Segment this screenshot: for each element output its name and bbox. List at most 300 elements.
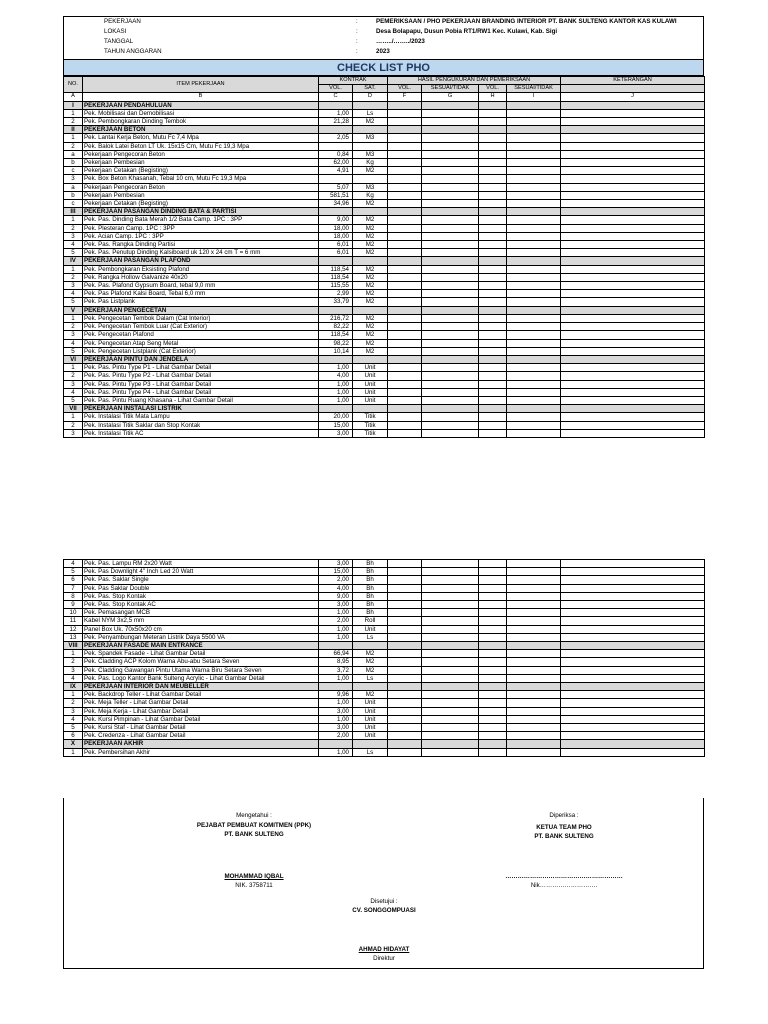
- cell-keterangan: [561, 323, 705, 331]
- cell-no: VII: [64, 405, 83, 413]
- left-role: PEJABAT PEMBUAT KOMITMEN (PPK): [196, 822, 312, 829]
- cell-no: 1: [64, 413, 83, 421]
- cell-hasil-vol: [388, 372, 422, 380]
- cell-hasil-sesuai: [507, 109, 561, 117]
- checklist-table-page1: [63, 76, 704, 438]
- cell-hasil-vol: [479, 560, 507, 568]
- cell-hasil-sesuai: [507, 208, 561, 216]
- cell-no: 10: [64, 609, 83, 617]
- cell-no: IV: [64, 257, 83, 265]
- cell-hasil-vol: [388, 323, 422, 331]
- table-row: [64, 290, 705, 298]
- cell-hasil-vol: [479, 142, 507, 150]
- cell-hasil-sesuai: [422, 748, 479, 756]
- cell-hasil-sesuai: [507, 150, 561, 158]
- cell-item: Pek. Pas. Pintu Type P1 - Lihat Gambar Detail: [83, 364, 319, 372]
- cell-keterangan: [561, 732, 705, 740]
- cell-hasil-vol: [479, 421, 507, 429]
- cell-keterangan: [561, 167, 705, 175]
- cell-item: Pekerjaan Cetakan (Begisting): [83, 200, 319, 208]
- cell-hasil-sesuai: [507, 355, 561, 363]
- signature-block: [63, 798, 704, 969]
- cell-keterangan: [561, 265, 705, 273]
- cell-no: 3: [64, 666, 83, 674]
- section-row: [64, 355, 705, 363]
- cell-hasil-vol: [388, 584, 422, 592]
- cell-hasil-vol: [388, 642, 422, 650]
- cell-no: 7: [64, 584, 83, 592]
- cell-keterangan: [561, 691, 705, 699]
- cell-sat: Bh: [353, 560, 388, 568]
- cell-hasil-sesuai: [507, 183, 561, 191]
- cell-hasil-vol: [479, 265, 507, 273]
- cell-hasil-sesuai: [507, 306, 561, 314]
- table-row: [64, 339, 705, 347]
- cell-item: Pek. Instalasi Titik Saklar dan Stop Kontak: [83, 421, 319, 429]
- cell-hasil-vol: [479, 658, 507, 666]
- cell-hasil-vol: [479, 355, 507, 363]
- cell-hasil-sesuai: [507, 396, 561, 404]
- cell-sat: M2: [353, 282, 388, 290]
- cell-keterangan: [561, 609, 705, 617]
- cell-hasil-sesuai: [422, 633, 479, 641]
- cell-hasil-sesuai: [507, 642, 561, 650]
- info-value: PEMERIKSAAN / PHO PEKERJAAN BRANDING INTERIOR PT. BANK SULTENG KANTOR KAS KULAWI: [376, 18, 677, 25]
- cell-hasil-vol: [479, 216, 507, 224]
- cell-hasil-vol: [388, 650, 422, 658]
- table-row: [64, 273, 705, 281]
- cell-hasil-sesuai: [422, 666, 479, 674]
- cell-no: 4: [64, 290, 83, 298]
- mid-title: Direktur: [373, 955, 395, 962]
- cell-hasil-vol: [479, 224, 507, 232]
- cell-hasil-sesuai: [507, 323, 561, 331]
- cell-hasil-sesuai: [507, 650, 561, 658]
- cell-vol: [319, 405, 353, 413]
- cell-sat: Unit: [353, 396, 388, 404]
- info-colon: :: [356, 28, 358, 35]
- right-org: PT. BANK SULTENG: [534, 833, 594, 840]
- cell-sat: [353, 740, 388, 748]
- cell-hasil-vol: [388, 380, 422, 388]
- cell-sat: M2: [353, 118, 388, 126]
- cell-keterangan: [561, 633, 705, 641]
- cell-no: 2: [64, 273, 83, 281]
- cell-hasil-vol: [479, 241, 507, 249]
- cell-no: 4: [64, 388, 83, 396]
- cell-hasil-sesuai: [422, 241, 479, 249]
- table-row: [64, 265, 705, 273]
- col-header-hasil: HASIL PENGUKURAN DAN PEMERIKSAAN: [388, 77, 561, 85]
- cell-vol: [319, 683, 353, 691]
- cell-hasil-vol: [388, 290, 422, 298]
- table-row: [64, 413, 705, 421]
- col-header-vol: VOL.: [319, 85, 353, 93]
- cell-vol: [319, 355, 353, 363]
- cell-vol: 1,00: [319, 748, 353, 756]
- col-header-vol: VOL.: [479, 85, 507, 93]
- cell-hasil-sesuai: [507, 249, 561, 257]
- table-row: [64, 707, 705, 715]
- cell-hasil-vol: [479, 175, 507, 183]
- cell-no: 3: [64, 707, 83, 715]
- cell-item: Pek. Pas Listplank: [83, 298, 319, 306]
- cell-no: 5: [64, 568, 83, 576]
- cell-hasil-sesuai: [507, 159, 561, 167]
- table-row: [64, 232, 705, 240]
- cell-keterangan: [561, 118, 705, 126]
- cell-vol: 1,00: [319, 674, 353, 682]
- cell-keterangan: [561, 282, 705, 290]
- cell-hasil-sesuai: [507, 691, 561, 699]
- cell-no: 5: [64, 724, 83, 732]
- cell-sat: [353, 405, 388, 413]
- left-name: MOHAMMAD IQBAL: [224, 873, 284, 880]
- cell-sat: [353, 142, 388, 150]
- cell-hasil-sesuai: [507, 748, 561, 756]
- cell-no: 3: [64, 282, 83, 290]
- cell-hasil-sesuai: [507, 740, 561, 748]
- cell-keterangan: [561, 109, 705, 117]
- table-row: [64, 134, 705, 142]
- table-row: [64, 241, 705, 249]
- cell-no: 1: [64, 134, 83, 142]
- cell-hasil-vol: [479, 584, 507, 592]
- section-row: [64, 405, 705, 413]
- cell-vol: 2,00: [319, 617, 353, 625]
- cell-hasil-sesuai: [507, 200, 561, 208]
- cell-hasil-vol: [479, 740, 507, 748]
- cell-hasil-sesuai: [422, 257, 479, 265]
- cell-vol: 3,00: [319, 560, 353, 568]
- cell-sat: Unit: [353, 715, 388, 723]
- cell-hasil-vol: [388, 666, 422, 674]
- cell-no: 3: [64, 232, 83, 240]
- cell-hasil-vol: [388, 273, 422, 281]
- cell-hasil-vol: [479, 282, 507, 290]
- cell-hasil-vol: [479, 601, 507, 609]
- cell-hasil-vol: [479, 592, 507, 600]
- cell-no: 2: [64, 372, 83, 380]
- cell-hasil-sesuai: [422, 380, 479, 388]
- cell-hasil-vol: [479, 699, 507, 707]
- cell-hasil-sesuai: [507, 314, 561, 322]
- cell-item: Pekerjaan Pengecoran Beton: [83, 150, 319, 158]
- cell-sat: M2: [353, 650, 388, 658]
- cell-sat: M2: [353, 339, 388, 347]
- cell-keterangan: [561, 576, 705, 584]
- checklist-table-page2: [63, 559, 704, 757]
- cell-hasil-vol: [479, 405, 507, 413]
- cell-hasil-sesuai: [507, 232, 561, 240]
- cell-vol: 1,00: [319, 396, 353, 404]
- cell-item: Pek. Balok Latei Beton LT Uk. 15x15 Cm, Mutu Fc 19,3 Mpa: [83, 142, 319, 150]
- cell-vol: 2,05: [319, 134, 353, 142]
- cell-keterangan: [561, 134, 705, 142]
- mid-caption: Disetujui :: [370, 898, 398, 905]
- cell-hasil-sesuai: [422, 364, 479, 372]
- cell-item: Pek. Box Beton Khasanah, Tebal 10 cm, Mutu Fc 19,3 Mpa: [83, 175, 319, 183]
- cell-keterangan: [561, 372, 705, 380]
- cell-hasil-vol: [388, 364, 422, 372]
- cell-keterangan: [561, 642, 705, 650]
- cell-sat: M2: [353, 265, 388, 273]
- cell-hasil-vol: [479, 609, 507, 617]
- cell-no: 2: [64, 118, 83, 126]
- cell-hasil-vol: [479, 364, 507, 372]
- cell-hasil-sesuai: [422, 249, 479, 257]
- cell-item: PEKERJAAN AKHIR: [83, 740, 319, 748]
- cell-vol: [319, 257, 353, 265]
- cell-hasil-sesuai: [507, 298, 561, 306]
- cell-no: b: [64, 159, 83, 167]
- cell-hasil-vol: [388, 560, 422, 568]
- cell-vol: 15,00: [319, 421, 353, 429]
- cell-sat: M2: [353, 347, 388, 355]
- cell-hasil-sesuai: [422, 642, 479, 650]
- cell-item: PEKERJAAN INTERIOR DAN MEUBELLER: [83, 683, 319, 691]
- cell-item: Pekerjaan Cetakan (Begisting): [83, 167, 319, 175]
- table-row: [64, 200, 705, 208]
- cell-no: I: [64, 101, 83, 109]
- cell-hasil-sesuai: [507, 592, 561, 600]
- cell-sat: M2: [353, 200, 388, 208]
- cell-sat: Bh: [353, 576, 388, 584]
- cell-keterangan: [561, 560, 705, 568]
- cell-hasil-vol: [479, 167, 507, 175]
- cell-keterangan: [561, 298, 705, 306]
- cell-keterangan: [561, 601, 705, 609]
- cell-hasil-sesuai: [507, 715, 561, 723]
- cell-hasil-sesuai: [422, 232, 479, 240]
- cell-vol: 2,99: [319, 290, 353, 298]
- cell-no: 5: [64, 396, 83, 404]
- cell-hasil-sesuai: [422, 175, 479, 183]
- col-letter: H: [479, 93, 507, 101]
- cell-hasil-vol: [479, 691, 507, 699]
- table-row: [64, 191, 705, 199]
- cell-hasil-sesuai: [422, 314, 479, 322]
- cell-hasil-sesuai: [507, 364, 561, 372]
- cell-hasil-sesuai: [507, 380, 561, 388]
- project-info: [63, 16, 704, 59]
- cell-sat: Bh: [353, 592, 388, 600]
- cell-no: 1: [64, 265, 83, 273]
- table-row: [64, 323, 705, 331]
- cell-hasil-sesuai: [422, 216, 479, 224]
- cell-sat: M2: [353, 666, 388, 674]
- cell-sat: Unit: [353, 732, 388, 740]
- cell-hasil-vol: [479, 715, 507, 723]
- table-row: [64, 576, 705, 584]
- cell-hasil-sesuai: [422, 159, 479, 167]
- right-role: KETUA TEAM PHO: [536, 824, 592, 831]
- cell-hasil-sesuai: [507, 142, 561, 150]
- cell-item: Pek. Instalasi Titik AC: [83, 429, 319, 437]
- table-row: [64, 142, 705, 150]
- cell-keterangan: [561, 241, 705, 249]
- cell-vol: 581,51: [319, 191, 353, 199]
- cell-keterangan: [561, 339, 705, 347]
- cell-hasil-sesuai: [422, 134, 479, 142]
- table-row: [64, 159, 705, 167]
- cell-hasil-vol: [479, 633, 507, 641]
- cell-hasil-vol: [388, 191, 422, 199]
- cell-vol: 0,84: [319, 150, 353, 158]
- cell-no: 1: [64, 650, 83, 658]
- cell-hasil-sesuai: [507, 273, 561, 281]
- col-header-no: NO.: [64, 77, 83, 93]
- cell-keterangan: [561, 748, 705, 756]
- cell-sat: M2: [353, 249, 388, 257]
- table-row: [64, 380, 705, 388]
- table-row: [64, 724, 705, 732]
- cell-hasil-sesuai: [507, 134, 561, 142]
- cell-keterangan: [561, 413, 705, 421]
- cell-sat: [353, 683, 388, 691]
- cell-vol: 4,91: [319, 167, 353, 175]
- cell-hasil-vol: [388, 109, 422, 117]
- cell-hasil-sesuai: [422, 405, 479, 413]
- cell-hasil-vol: [479, 183, 507, 191]
- cell-no: VI: [64, 355, 83, 363]
- mid-name: AHMAD HIDAYAT: [358, 946, 410, 953]
- cell-hasil-vol: [388, 413, 422, 421]
- cell-item: Pek. Pas. Pintu Type P4 - Lihat Gambar Detail: [83, 388, 319, 396]
- cell-hasil-vol: [479, 306, 507, 314]
- table-row: [64, 421, 705, 429]
- cell-hasil-vol: [388, 683, 422, 691]
- cell-hasil-sesuai: [422, 372, 479, 380]
- cell-no: VIII: [64, 642, 83, 650]
- cell-item: Pek. Pengecetan Listplank (Cat Exterior): [83, 347, 319, 355]
- cell-no: 1: [64, 691, 83, 699]
- cell-vol: 6,01: [319, 249, 353, 257]
- cell-keterangan: [561, 306, 705, 314]
- cell-vol: 3,00: [319, 724, 353, 732]
- cell-hasil-sesuai: [507, 282, 561, 290]
- table-row: [64, 658, 705, 666]
- cell-item: Pek. Pembongkaran Eksisting Plafond: [83, 265, 319, 273]
- left-org: PT. BANK SULTENG: [224, 831, 284, 838]
- section-row: [64, 208, 705, 216]
- table-row: [64, 167, 705, 175]
- cell-vol: 3,00: [319, 429, 353, 437]
- cell-sat: M2: [353, 241, 388, 249]
- cell-sat: Ls: [353, 633, 388, 641]
- cell-hasil-vol: [388, 699, 422, 707]
- cell-keterangan: [561, 257, 705, 265]
- cell-hasil-sesuai: [507, 617, 561, 625]
- cell-item: Pek. Pas Saklar Double: [83, 584, 319, 592]
- cell-hasil-sesuai: [422, 183, 479, 191]
- cell-hasil-sesuai: [422, 200, 479, 208]
- cell-hasil-vol: [388, 347, 422, 355]
- cell-hasil-sesuai: [507, 257, 561, 265]
- cell-hasil-sesuai: [422, 396, 479, 404]
- cell-hasil-vol: [479, 707, 507, 715]
- cell-vol: 66,94: [319, 650, 353, 658]
- cell-item: Pek. Pas. Dinding Bata Merah 1/2 Bata Camp. 1PC : 3PP: [83, 216, 319, 224]
- cell-keterangan: [561, 380, 705, 388]
- cell-sat: Unit: [353, 364, 388, 372]
- cell-keterangan: [561, 388, 705, 396]
- cell-item: Pek. Backdrop Teller - Lihat Gambar Detail: [83, 691, 319, 699]
- cell-keterangan: [561, 421, 705, 429]
- right-nik: Nik……………………….: [530, 882, 598, 889]
- cell-hasil-sesuai: [507, 724, 561, 732]
- cell-vol: 34,96: [319, 200, 353, 208]
- cell-no: a: [64, 150, 83, 158]
- cell-no: c: [64, 167, 83, 175]
- cell-hasil-vol: [388, 126, 422, 134]
- cell-hasil-vol: [388, 355, 422, 363]
- table-row: [64, 216, 705, 224]
- cell-hasil-vol: [388, 224, 422, 232]
- cell-no: 8: [64, 592, 83, 600]
- cell-hasil-sesuai: [422, 732, 479, 740]
- cell-sat: Unit: [353, 388, 388, 396]
- cell-keterangan: [561, 699, 705, 707]
- cell-hasil-sesuai: [507, 674, 561, 682]
- cell-hasil-sesuai: [422, 347, 479, 355]
- cell-no: 2: [64, 421, 83, 429]
- cell-item: Pek. Plesteran Camp. 1PC : 3PP: [83, 224, 319, 232]
- cell-hasil-sesuai: [507, 101, 561, 109]
- cell-hasil-vol: [479, 388, 507, 396]
- cell-keterangan: [561, 314, 705, 322]
- cell-hasil-sesuai: [422, 265, 479, 273]
- table-row: [64, 592, 705, 600]
- cell-hasil-sesuai: [422, 273, 479, 281]
- cell-hasil-sesuai: [507, 699, 561, 707]
- cell-item: Pek. Pas. Rangka Dinding Partisi: [83, 241, 319, 249]
- cell-hasil-sesuai: [422, 691, 479, 699]
- cell-hasil-vol: [388, 568, 422, 576]
- cell-hasil-vol: [388, 167, 422, 175]
- cell-hasil-vol: [388, 601, 422, 609]
- cell-no: 2: [64, 658, 83, 666]
- cell-item: Pek. Kursi Staf - Lihat Gambar Detail: [83, 724, 319, 732]
- cell-sat: Kg: [353, 159, 388, 167]
- cell-hasil-vol: [388, 249, 422, 257]
- cell-hasil-sesuai: [422, 601, 479, 609]
- cell-no: 3: [64, 175, 83, 183]
- cell-hasil-sesuai: [422, 290, 479, 298]
- cell-vol: 9,00: [319, 216, 353, 224]
- cell-item: Pek. Cladding Gawangan Pintu Utama Warna Biru Setara Seven: [83, 666, 319, 674]
- cell-no: 4: [64, 241, 83, 249]
- cell-item: Pek. Pas. Lampu RM 2x20 Watt: [83, 560, 319, 568]
- cell-vol: 1,00: [319, 109, 353, 117]
- cell-hasil-sesuai: [422, 658, 479, 666]
- cell-vol: 118,54: [319, 273, 353, 281]
- cell-keterangan: [561, 584, 705, 592]
- cell-item: Pek. Pas. Logo Kantor Bank Sulteng Acrylic - Lihat Gambar Detail: [83, 674, 319, 682]
- cell-no: 1: [64, 109, 83, 117]
- info-label: PEKERJAAN: [104, 18, 141, 25]
- cell-no: 5: [64, 347, 83, 355]
- cell-vol: 1,00: [319, 364, 353, 372]
- cell-item: Pek. Lantai Kerja Beton, Mutu Fc 7,4 Mpa: [83, 134, 319, 142]
- cell-keterangan: [561, 126, 705, 134]
- cell-hasil-vol: [479, 314, 507, 322]
- col-header-blank: [561, 85, 705, 93]
- cell-hasil-vol: [479, 134, 507, 142]
- cell-keterangan: [561, 683, 705, 691]
- cell-hasil-sesuai: [507, 191, 561, 199]
- cell-hasil-vol: [388, 691, 422, 699]
